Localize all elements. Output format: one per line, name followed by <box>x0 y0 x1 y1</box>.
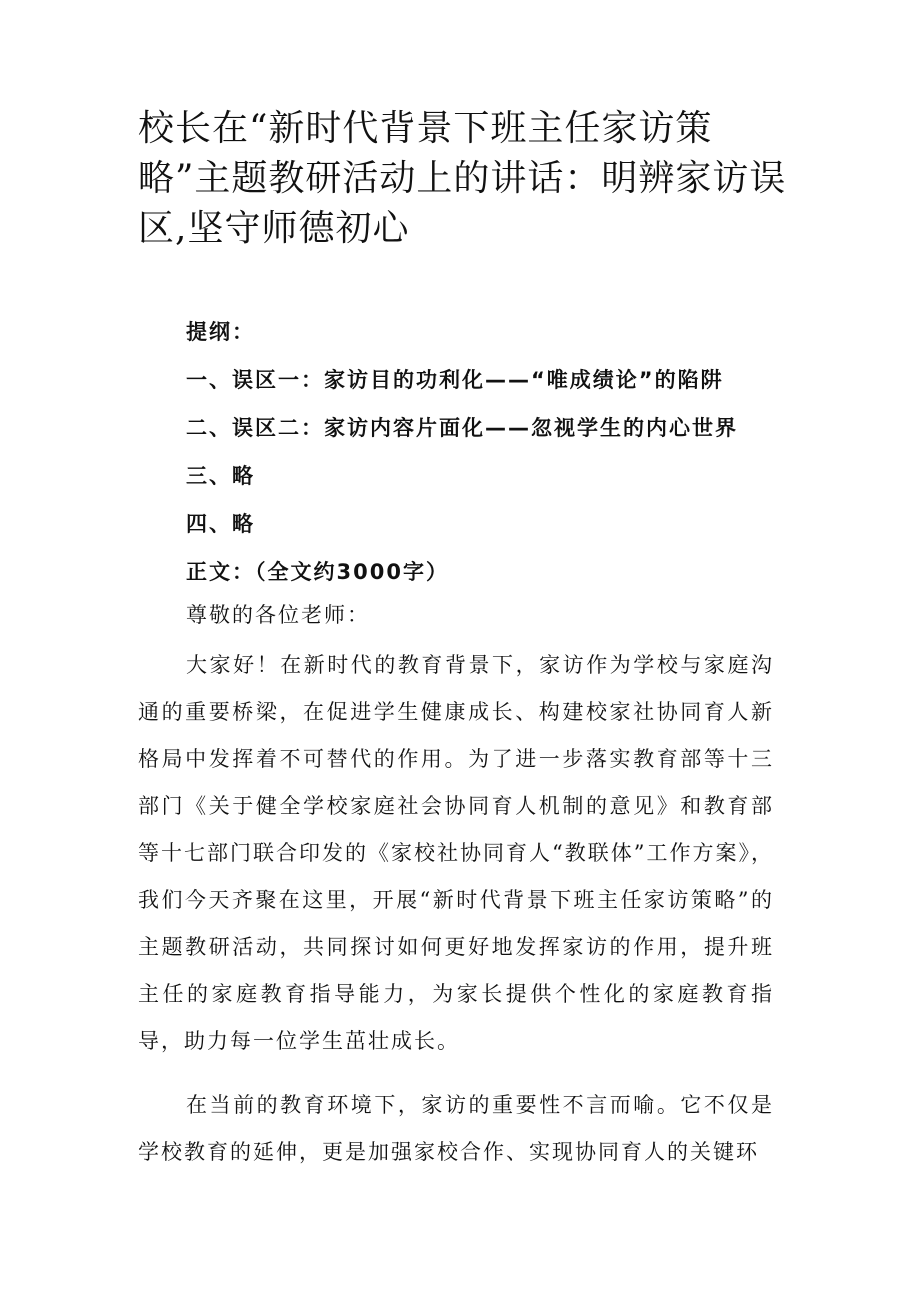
body-paragraph-2: 在当前的教育环境下，家访的重要性不言而喻。它不仅是学校教育的延伸，更是加强家校合作、实现协同育人的关键环 <box>138 1093 774 1164</box>
document-title: 校长在“新时代背景下班主任家访策略”主题教研活动上的讲话：明辨家访误区,坚守师德初心 <box>138 108 787 249</box>
body-paragraph-1: 大家好！在新时代的教育背景下，家访作为学校与家庭沟通的重要桥梁，在促进学生健康成长、构建校家社协同育人新格局中发挥着不可替代的作用。为了进一步落实教育部等十三部门《关于健全学校家庭社会协同育人机制的意见》和教育部等十七部门联合印发的《家校社协同育人“教联体”工作方案》，我们今天齐聚在这里，开展“新时代背景下班主任家访策略”的主题教研活动，共同探讨如何更好地发挥家访的作用，提升班主任的家庭教育指导能力，为家长提供个性化的家庭教育指导，助力每一位学生茁壮成长。 <box>138 653 774 1053</box>
outline-section <box>186 308 786 596</box>
salutation: 尊敬的各位老师： <box>186 603 370 627</box>
outline-item-2: 二、误区二：家访内容片面化——忽视学生的内心世界 <box>186 416 738 440</box>
outline-heading: 提纲： <box>186 320 255 344</box>
outline-item-1: 一、误区一：家访目的功利化——“唯成绩论”的陷阱 <box>186 368 724 392</box>
outline-item-4: 四、略 <box>186 512 255 536</box>
outline-item-3: 三、略 <box>186 464 255 488</box>
body-label: 正文：（全文约3000字） <box>186 560 449 584</box>
